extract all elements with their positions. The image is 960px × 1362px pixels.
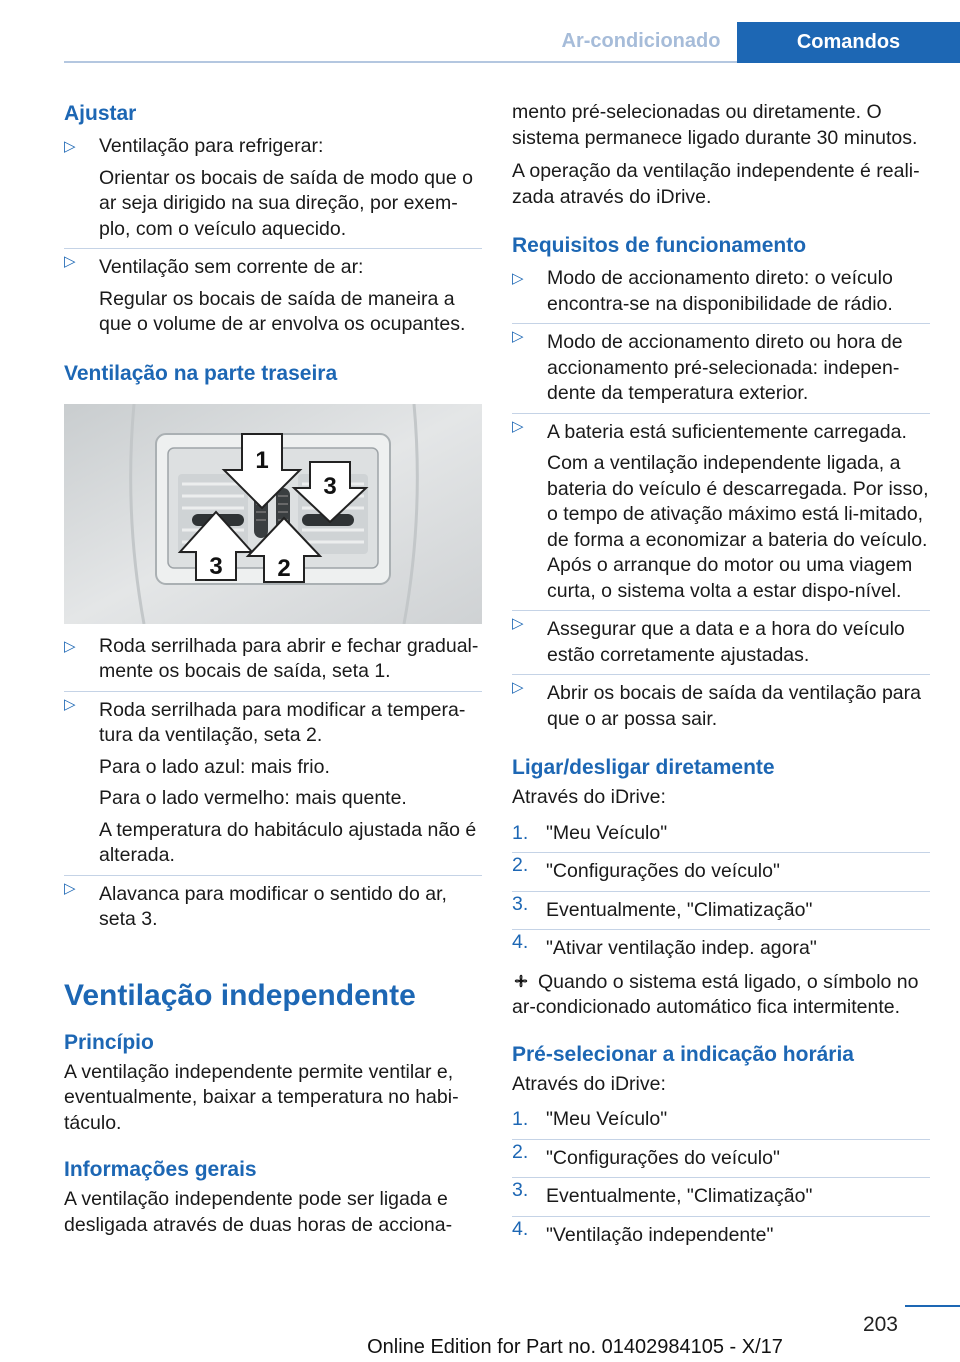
triangle-bullet-icon: ▷ [512, 270, 524, 287]
rear-vent-figure [64, 404, 482, 624]
atraves-idrive-text: Através do iDrive: [512, 786, 666, 808]
triangle-bullet-icon: ▷ [64, 637, 76, 655]
heading-ventilacao-independente: Ventilação independente [64, 978, 416, 1012]
step-text: Eventualmente, "Climatização" [546, 898, 813, 921]
continued-text: mento pré-selecionadas ou diretamente. O sistema permanece ligado durante 30 minutos. [512, 101, 918, 149]
triangle-bullet-icon: ▷ [512, 615, 524, 632]
arrow-label-3-left: 3 [209, 552, 223, 580]
fan-icon [512, 972, 530, 990]
ligar-steps [512, 821, 930, 962]
informacoes-text: A ventilação independente pode ser ligada e desligada através de duas horas de acciona‐ [64, 1188, 453, 1236]
step-text: "Configurações do veículo" [546, 860, 780, 882]
triangle-bullet-icon: ▷ [512, 417, 524, 435]
heading-ajustar: Ajustar [64, 102, 137, 125]
step-number: 1. [512, 1108, 529, 1130]
step-number: 1. [512, 821, 529, 844]
list-item-title: Modo de accionamento direto: o veículo encontra-se na disponibilidade de rádio. [547, 267, 893, 315]
step-item [512, 1139, 930, 1172]
triangle-bullet-icon: ▷ [512, 328, 524, 345]
traseira-list [64, 634, 482, 933]
list-item [512, 266, 930, 317]
list-item-title: Roda serrilhada para abrir e fechar gradual‐mente os bocais de saída, seta 1. [99, 634, 479, 682]
arrow-label-3-right: 3 [323, 472, 337, 500]
edition-footer: Online Edition for Part no. 01402984105 - X/17 [367, 1336, 783, 1358]
step-text: "Meu Veículo" [546, 821, 668, 844]
list-item-title: Ventilação sem corrente de ar: [99, 256, 364, 278]
list-item [512, 323, 930, 407]
list-item [64, 248, 482, 338]
step-text: "Meu Veículo" [546, 1108, 668, 1130]
list-item [512, 413, 930, 605]
step-number: 3. [512, 1179, 529, 1201]
step-item [512, 1107, 930, 1133]
step-item [512, 1216, 930, 1249]
step-item [512, 929, 930, 962]
symbol-note-text: Quando o sistema está ligado, o símbolo no ar-condicionado automático fica intermitente. [512, 970, 919, 1018]
left-column [64, 100, 482, 1238]
heading-principio: Princípio [64, 1030, 154, 1054]
step-number: 3. [512, 892, 529, 915]
triangle-bullet-icon: ▷ [64, 138, 76, 155]
step-number: 2. [512, 1140, 529, 1163]
heading-requisitos: Requisitos de funcionamento [512, 234, 807, 257]
list-item-line: Para o lado vermelho: mais quente. [99, 787, 407, 809]
preselecionar-steps [512, 1107, 930, 1248]
triangle-bullet-icon: ▷ [64, 253, 76, 270]
list-item [64, 691, 482, 869]
heading-preselecionar: Pré-selecionar a indicação horária [512, 1042, 854, 1066]
arrow-label-2: 2 [277, 554, 291, 582]
arrow-label-1: 1 [255, 446, 269, 474]
header-chapter-tab[interactable]: Comandos [737, 22, 960, 63]
header-section-title[interactable]: Ar-condicionado [561, 30, 721, 52]
atraves-idrive-text-2: Através do iDrive: [512, 1072, 666, 1095]
list-item [64, 875, 482, 933]
list-item [512, 610, 930, 668]
requisitos-list [512, 266, 930, 732]
ajustar-list [64, 134, 482, 338]
page-number: 203 [862, 1313, 898, 1336]
step-text: "Ativar ventilação indep. agora" [546, 937, 817, 959]
step-number: 2. [512, 854, 529, 876]
list-item-title: A bateria está suficientemente carregada. [547, 420, 907, 443]
step-text: "Configurações do veículo" [546, 1146, 780, 1169]
step-number: 4. [512, 931, 529, 953]
list-item-title: Modo de accionamento direto ou hora de accionamento pré-selecionada: indepen‐dente da temperatura exterior. [547, 331, 903, 404]
triangle-bullet-icon: ▷ [64, 695, 76, 713]
heading-traseira: Ventilação na parte traseira [64, 361, 338, 385]
list-item-title: Abrir os bocais de saída da ventilação para que o ar possa sair. [547, 682, 921, 730]
heading-ligar-desligar: Ligar/desligar diretamente [512, 756, 775, 779]
principio-text: A ventilação independente permite ventilar e, eventualmente, baixar a temperatura no habi‐táculo. [64, 1060, 459, 1134]
symbol-note [512, 970, 930, 1021]
footer-rule [905, 1305, 960, 1307]
list-item-text: Regular os bocais de saída de maneira a que o volume de ar envolva os ocupantes. [99, 287, 466, 335]
step-number: 4. [512, 1217, 529, 1240]
list-item-title: Assegurar que a data e a hora do veículo estão corretamente ajustadas. [547, 618, 905, 666]
list-item-text: Com a ventilação independente ligada, a bateria do veículo é descarregada. Por isso, o tempo de ativação máximo está li‐mitado, de forma a economizar a bateria do veículo. Após o arranque do motor ou uma viagem curta, o sistema volta a estar dispo‐nível. [547, 452, 929, 602]
list-item-line: A temperatura do habitáculo ajustada não é alterada. [99, 818, 477, 866]
step-item [512, 821, 930, 847]
step-item [512, 891, 930, 924]
heading-informacoes: Informações gerais [64, 1158, 257, 1181]
list-item-title: Roda serrilhada para modificar a tempera‐tura da ventilação, seta 2. [99, 698, 466, 746]
list-item-title: Ventilação para refrigerar: [99, 135, 324, 157]
rear-vent-illustration [64, 404, 482, 624]
step-item [512, 852, 930, 885]
list-item-text: Orientar os bocais de saída de modo que o ar seja dirigido na sua direção, por exem‐plo, com o veículo aquecido. [99, 166, 473, 240]
triangle-bullet-icon: ▷ [64, 879, 76, 897]
list-item-title: Alavanca para modificar o sentido do ar, seta 3. [99, 882, 447, 930]
step-text: "Ventilação independente" [546, 1223, 774, 1246]
list-item [64, 134, 482, 242]
list-item-line: Para o lado azul: mais frio. [99, 755, 330, 778]
list-item [512, 674, 930, 732]
triangle-bullet-icon: ▷ [512, 679, 524, 696]
list-item [64, 634, 482, 685]
step-item [512, 1177, 930, 1210]
right-column [512, 100, 930, 1248]
idrive-text: A operação da ventilação independente é reali‐zada através do iDrive. [512, 160, 920, 208]
step-text: Eventualmente, "Climatização" [546, 1185, 813, 1207]
